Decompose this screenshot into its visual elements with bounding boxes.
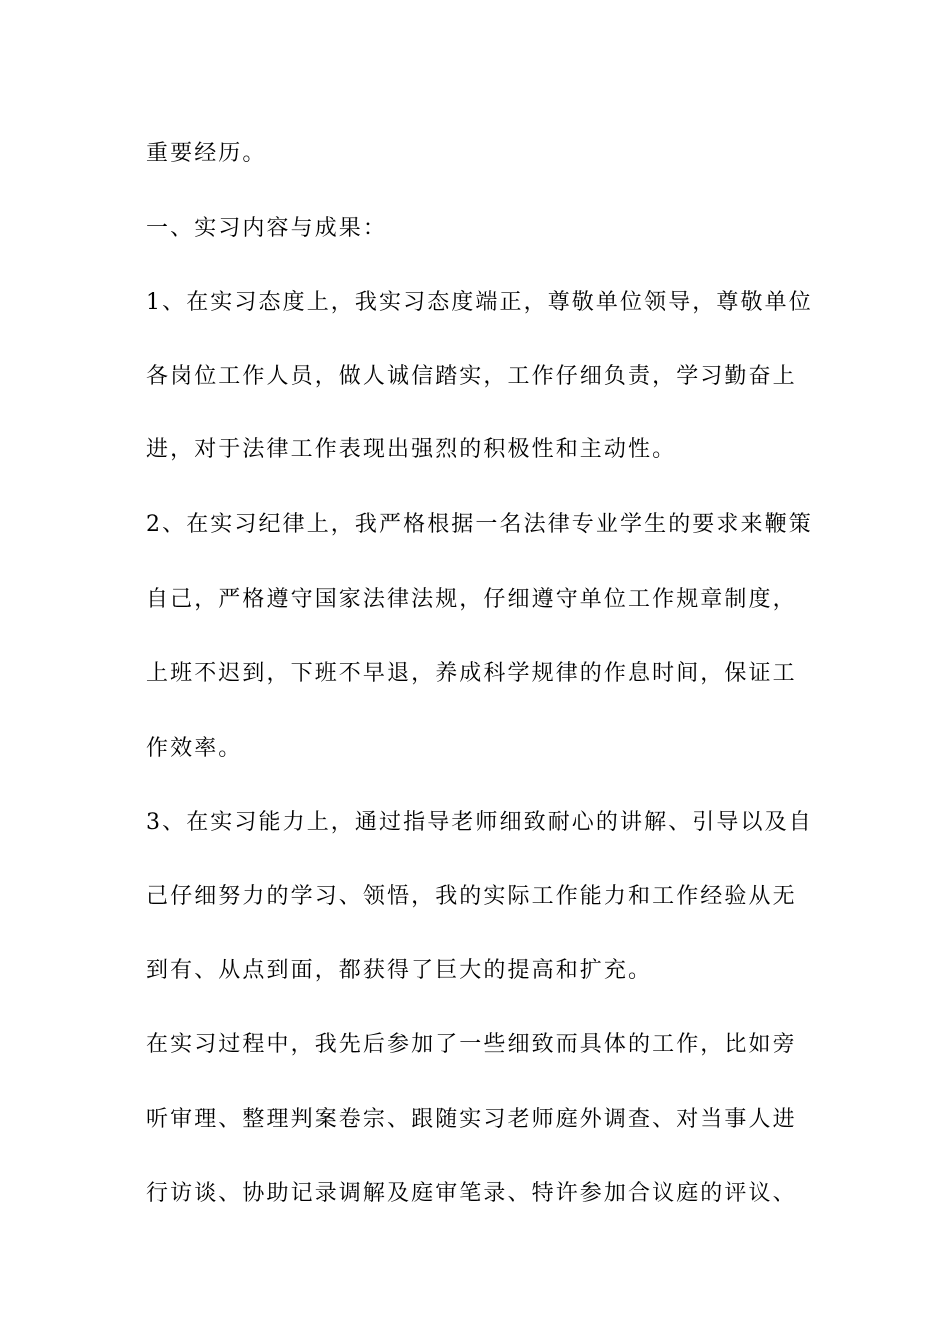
- text-line: 1、在实习态度上，我实习态度端正，尊敬单位领导，尊敬单位: [146, 290, 813, 315]
- text-line: 进，对于法律工作表现出强烈的积极性和主动性。: [146, 437, 677, 462]
- text-line: 到有、从点到面，都获得了巨大的提高和扩充。: [146, 958, 653, 983]
- text-line: 听审理、整理判案卷宗、跟随实习老师庭外调查、对当事人进: [146, 1107, 797, 1132]
- text-line: 己仔细努力的学习、领悟，我的实际工作能力和工作经验从无: [146, 884, 797, 909]
- text-line: 自己，严格遵守国家法律法规，仔细遵守单位工作规章制度，: [146, 587, 797, 612]
- text-line: 上班不迟到，下班不早退，养成科学规律的作息时间，保证工: [146, 661, 797, 686]
- text-line: 行访谈、协助记录调解及庭审笔录、特许参加合议庭的评议、: [146, 1181, 797, 1206]
- text-line: 各岗位工作人员，做人诚信踏实，工作仔细负责，学习勤奋上: [146, 364, 797, 389]
- text-line: 重要经历。: [146, 141, 267, 166]
- text-line: 作效率。: [146, 736, 243, 761]
- text-line: 3、在实习能力上，通过指导老师细致耐心的讲解、引导以及自: [146, 810, 813, 835]
- text-line: 2、在实习纪律上，我严格根据一名法律专业学生的要求来鞭策: [146, 512, 813, 537]
- section-heading: 一、实习内容与成果：: [146, 216, 388, 241]
- text-line: 在实习过程中，我先后参加了一些细致而具体的工作，比如旁: [146, 1032, 797, 1057]
